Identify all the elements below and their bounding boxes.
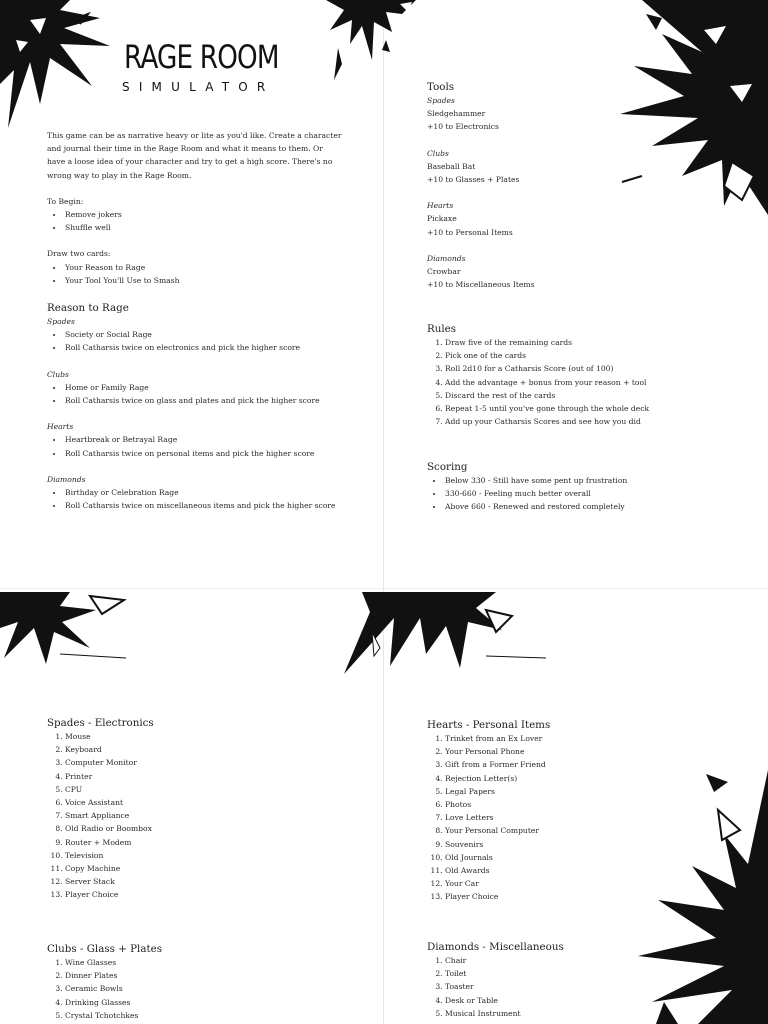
ink-splat-top-center — [316, 0, 428, 92]
list-item: 5. Crystal Tchotchkes — [65, 1009, 347, 1022]
intro-line: and journal their time in the Rage Room and what it means to them. Or — [47, 144, 323, 154]
list-item: 6. Photos — [445, 798, 727, 811]
list-item: 5. Discard the rest of the cards — [445, 389, 727, 402]
list-item: 13. Player Choice — [445, 890, 727, 903]
list-item: 4. Rejection Letter(s) — [445, 772, 727, 785]
list-item: 2. Dinner Plates — [65, 969, 347, 982]
rules-heading: Rules — [427, 323, 457, 335]
clubs-heading: Clubs - Glass + Plates — [47, 943, 162, 955]
suit-label-clubs: Clubs — [47, 369, 69, 379]
list-item: • Heartbreak or Betrayal Rage — [64, 433, 367, 446]
list-item: • Roll Catharsis twice on electronics and pick the higher score — [64, 341, 367, 354]
ink-splat-top-left — [0, 0, 112, 130]
list-item: 2. Pick one of the cards — [445, 349, 727, 362]
rules-list — [427, 336, 727, 428]
scoring-list — [427, 474, 727, 514]
to-begin-list — [47, 208, 367, 234]
list-item: • Roll Catharsis twice on miscellaneous items and pick the higher score — [64, 499, 367, 512]
list-item: 3. Toaster — [445, 980, 727, 993]
draw-list — [47, 261, 367, 287]
hearts-personal-section — [427, 718, 727, 904]
page-subtitle: SIMULATOR — [122, 80, 275, 94]
list-item: 8. Your Personal Computer — [445, 824, 727, 837]
page-divider-vertical — [383, 0, 384, 1024]
reason-section — [47, 301, 367, 512]
list-item: 5. Legal Papers — [445, 785, 727, 798]
diamonds-misc-section — [427, 940, 727, 1020]
list-item: 1. Chair — [445, 954, 727, 967]
draw-label: Draw two cards: — [47, 249, 111, 259]
list-item: • Your Tool You'll Use to Smash — [64, 274, 367, 287]
list-item: 8. Old Radio or Boombox — [65, 822, 347, 835]
tools-section — [427, 80, 627, 291]
list-item: 10. Television — [65, 849, 347, 862]
list-item: 3. Roll 2d10 for a Catharsis Score (out of 100) — [445, 362, 727, 375]
list-item: 4. Printer — [65, 770, 347, 783]
page-divider-horizontal — [0, 588, 768, 589]
tool-name: Crowbar — [427, 267, 461, 277]
spades-heading: Spades - Electronics — [47, 717, 154, 729]
tool-bonus: +10 to Glasses + Plates — [427, 175, 520, 185]
ink-splat-top-right — [612, 0, 768, 215]
list-item: 2. Toilet — [445, 967, 727, 980]
list-item: 1. Mouse — [65, 730, 347, 743]
list-item: 2. Keyboard — [65, 743, 347, 756]
tool-name: Pickaxe — [427, 214, 457, 224]
list-item: 1. Wine Glasses — [65, 956, 347, 969]
tool-name: Sledgehammer — [427, 109, 486, 119]
ink-splat-mid-center — [336, 592, 550, 682]
list-item: • Remove jokers — [64, 208, 367, 221]
intro-line: wrong way to play in the Rage Room. — [47, 170, 192, 180]
list-item: 6. Voice Assistant — [65, 796, 347, 809]
rules-section — [427, 322, 727, 428]
list-item: 3. Gift from a Former Friend — [445, 758, 727, 771]
list-item: • Home or Family Rage — [64, 381, 367, 394]
list-item: 3. Ceramic Bowls — [65, 982, 347, 995]
list-item: 1. Trinket from an Ex Lover — [445, 732, 727, 745]
intro-line: This game can be as narrative heavy or lite as you'd like. Create a character — [47, 131, 342, 140]
suit-label-hearts: Hearts — [427, 201, 454, 211]
reason-spades-list — [47, 328, 367, 354]
scoring-section — [427, 460, 727, 514]
diamonds-list — [427, 954, 727, 1020]
reason-diamonds-list — [47, 486, 367, 512]
list-item: 7. Smart Appliance — [65, 809, 347, 822]
list-item: • Roll Catharsis twice on personal items and pick the higher score — [64, 447, 367, 460]
scoring-heading: Scoring — [427, 461, 468, 473]
list-item: 13. Player Choice — [65, 888, 347, 901]
suit-label-diamonds: Diamonds — [427, 253, 466, 263]
ink-splat-mid-left — [0, 592, 130, 672]
list-item: 9. Souvenirs — [445, 838, 727, 851]
list-item: 3. Computer Monitor — [65, 756, 347, 769]
list-item: 7. Add up your Catharsis Scores and see how you did — [445, 415, 727, 428]
intro-section — [47, 129, 367, 287]
list-item: 12. Your Car — [445, 877, 727, 890]
suit-label-diamonds: Diamonds — [47, 474, 86, 484]
hearts-heading: Hearts - Personal Items — [427, 719, 551, 731]
list-item: 11. Copy Machine — [65, 862, 347, 875]
suit-label-spades: Spades — [47, 317, 75, 326]
spades-list — [47, 730, 347, 902]
tool-bonus: +10 to Personal Items — [427, 227, 513, 237]
reason-clubs-list — [47, 381, 367, 407]
list-item: 10. Old Journals — [445, 851, 727, 864]
list-item: 4. Drinking Glasses — [65, 996, 347, 1009]
reason-heading: Reason to Rage — [47, 302, 129, 314]
tool-bonus: +10 to Electronics — [427, 122, 499, 132]
page-title: RAGE ROOM — [124, 38, 279, 76]
list-item: 5. CPU — [65, 783, 347, 796]
list-item: • Society or Social Rage — [64, 328, 367, 341]
reason-hearts-list — [47, 433, 367, 459]
suit-label-clubs: Clubs — [427, 148, 449, 158]
intro-line: have a loose idea of your character and try to get a high score. There's no — [47, 157, 333, 167]
list-item: 7. Love Letters — [445, 811, 727, 824]
to-begin-label: To Begin: — [47, 196, 84, 206]
list-item: 11. Old Awards — [445, 864, 727, 877]
list-item: 12. Server Stack — [65, 875, 347, 888]
hearts-list — [427, 732, 727, 904]
list-item: 5. Musical Instrument — [445, 1007, 727, 1020]
diamonds-heading: Diamonds - Miscellaneous — [427, 941, 564, 953]
list-item: 4. Desk or Table — [445, 994, 727, 1007]
list-item: • Above 660 - Renewed and restored completely — [444, 500, 727, 513]
tools-heading: Tools — [427, 81, 455, 93]
list-item: • Birthday or Celebration Rage — [64, 486, 367, 499]
list-item: • Roll Catharsis twice on glass and plates and pick the higher score — [64, 394, 367, 407]
list-item: • 330-660 - Feeling much better overall — [444, 487, 727, 500]
suit-label-spades: Spades — [427, 96, 455, 105]
list-item: • Your Reason to Rage — [64, 261, 367, 274]
tool-name: Baseball Bat — [427, 161, 476, 171]
list-item: 2. Your Personal Phone — [445, 745, 727, 758]
spades-electronics-section — [47, 716, 347, 902]
suit-label-hearts: Hearts — [47, 422, 74, 432]
list-item: 6. Repeat 1-5 until you've gone through the whole deck — [445, 402, 727, 415]
clubs-list — [47, 956, 347, 1022]
list-item: 4. Add the advantage + bonus from your reason + tool — [445, 376, 727, 389]
list-item: • Below 330 - Still have some pent up frustration — [444, 474, 727, 487]
clubs-glass-section — [47, 942, 347, 1022]
list-item: • Shuffle well — [64, 221, 367, 234]
tool-bonus: +10 to Miscellaneous Items — [427, 280, 535, 290]
list-item: 9. Router + Modem — [65, 836, 347, 849]
list-item: 1. Draw five of the remaining cards — [445, 336, 727, 349]
